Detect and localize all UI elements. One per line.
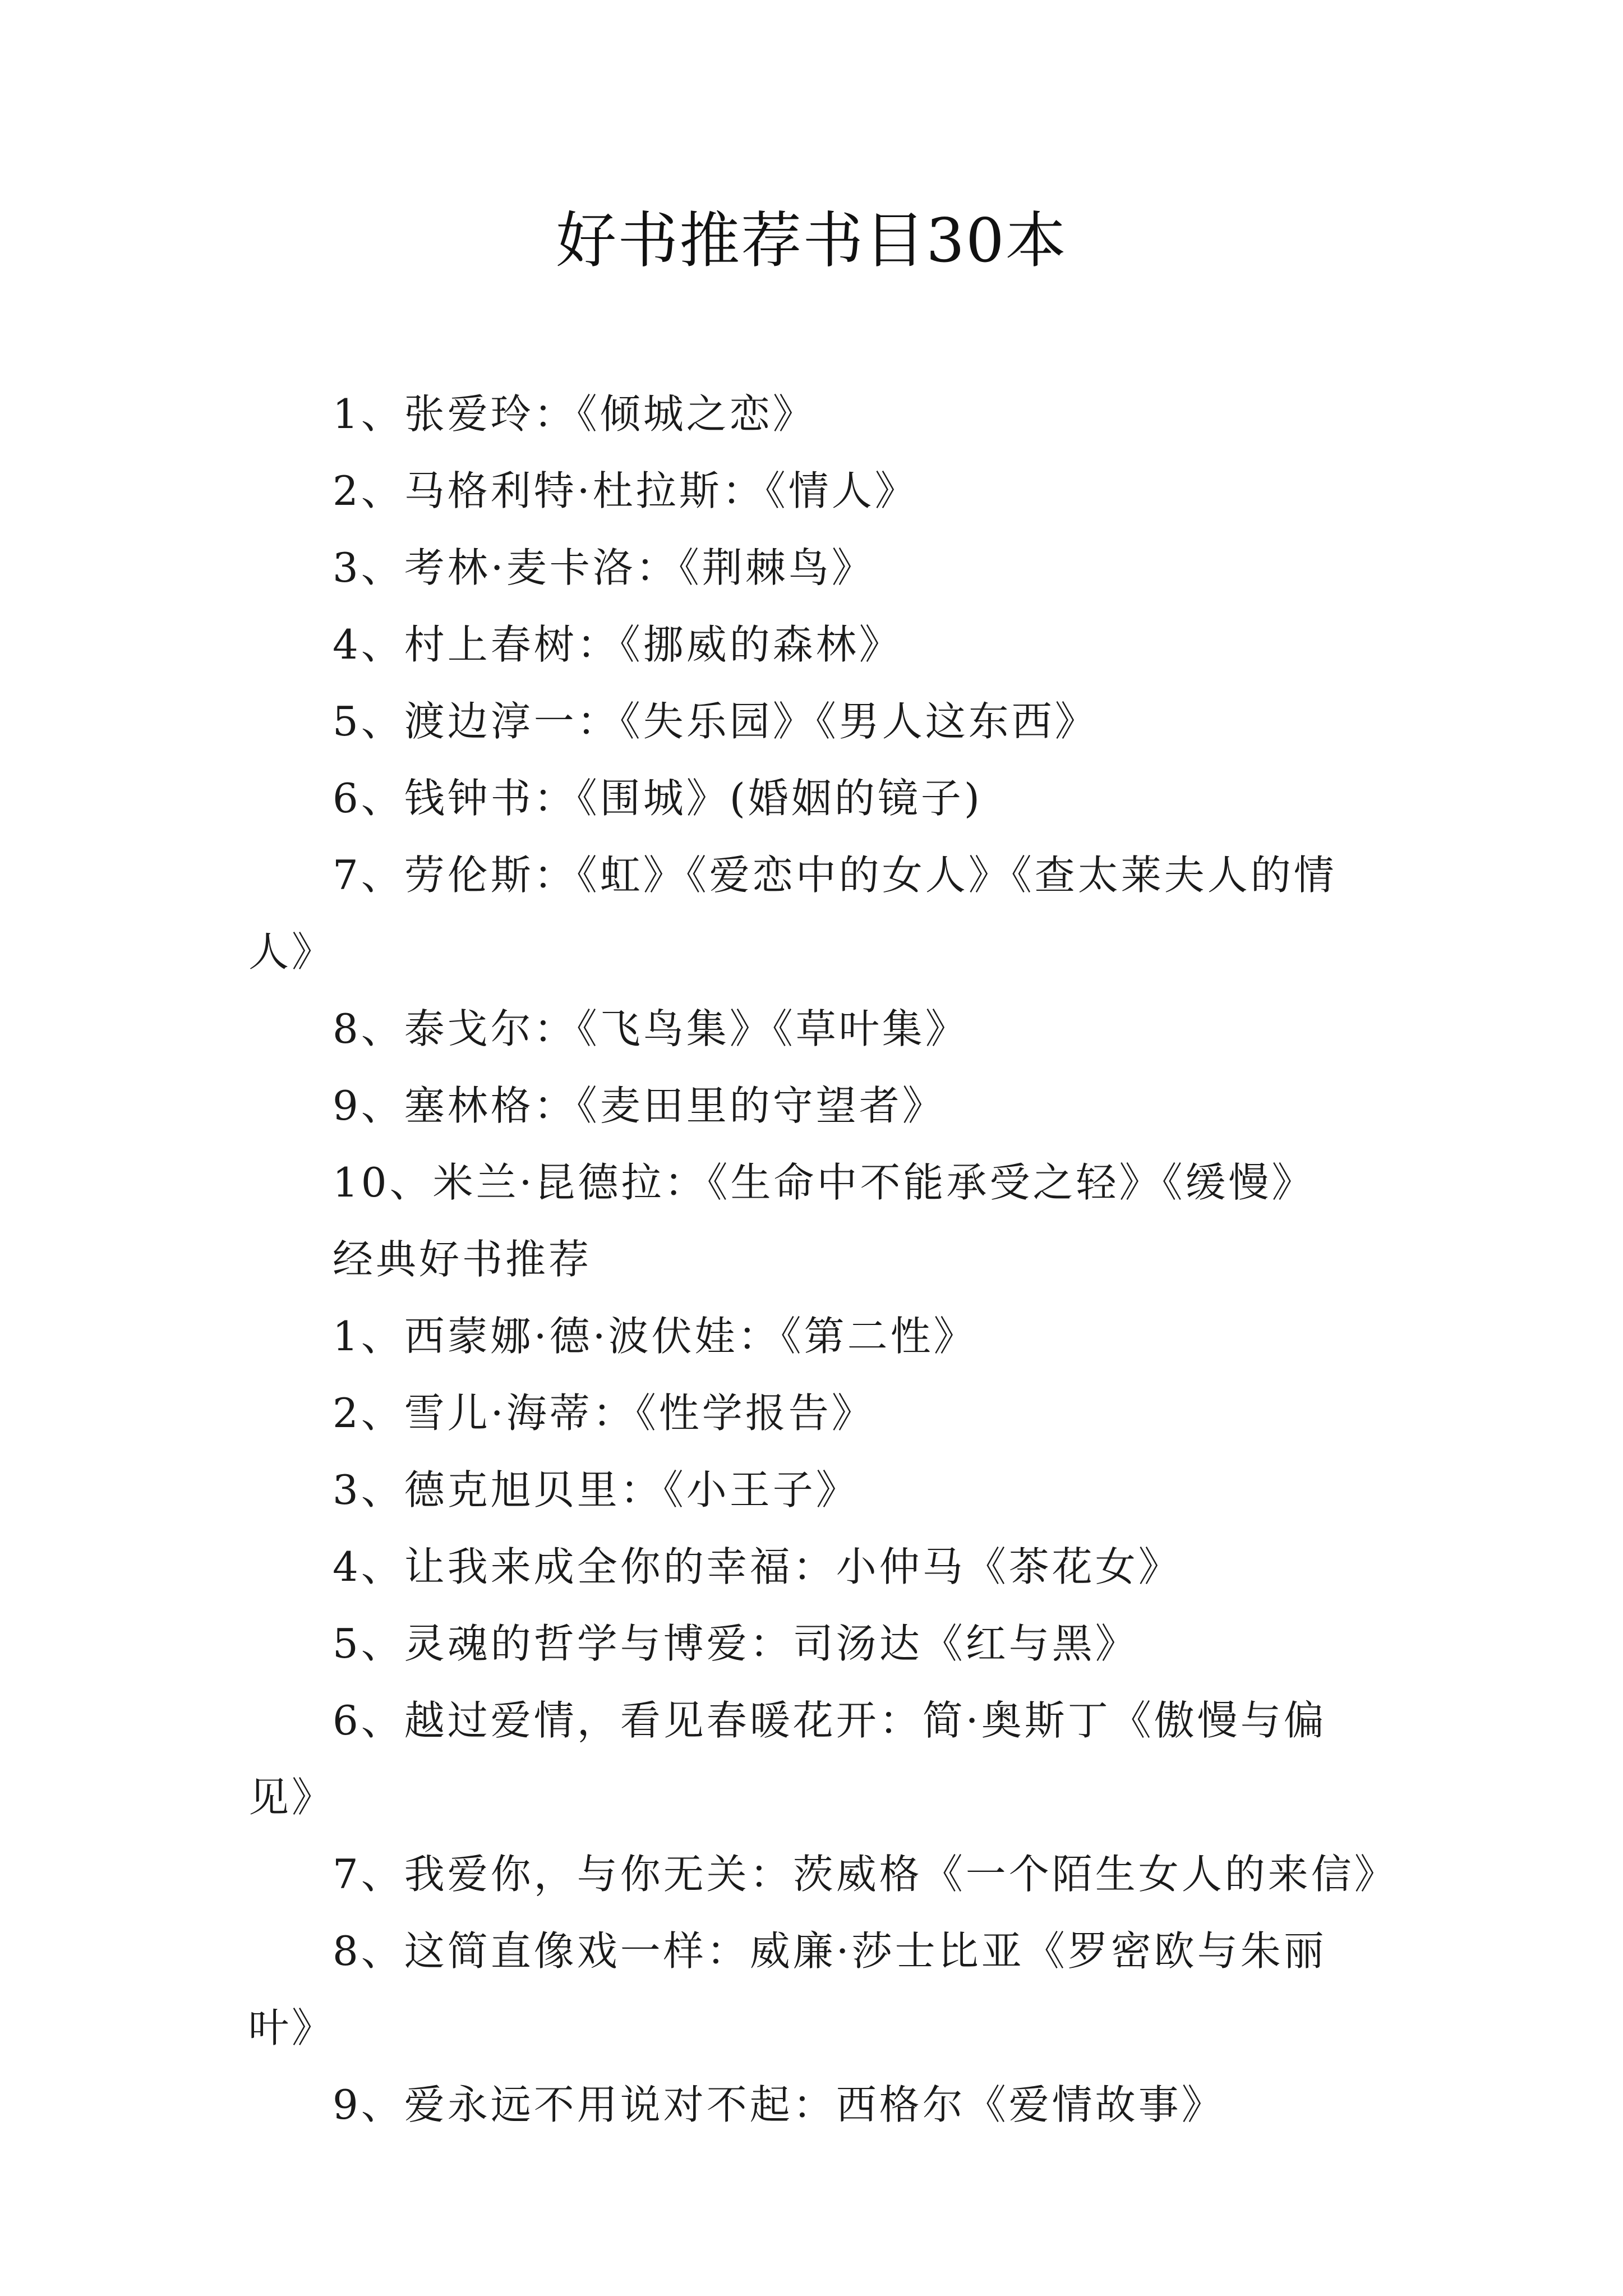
list-item: 9、塞林格：《麦田里的守望者》 — [333, 1082, 946, 1129]
list-item: 3、德克旭贝里：《小王子》 — [333, 1466, 859, 1513]
list-item: 8、泰戈尔：《飞鸟集》《草叶集》 — [333, 1005, 969, 1052]
section-heading: 经典好书推荐 — [333, 1236, 592, 1283]
list-item: 2、马格利特·杜拉斯：《情人》 — [333, 467, 918, 514]
list-item: 6、越过爱情，看见春暖花开：简·奥斯丁《傲慢与偏见》 — [248, 1697, 1327, 1821]
list-item: 4、村上春树：《挪威的森林》 — [333, 621, 902, 668]
list-item: 8、这简直像戏一样：威廉·莎士比亚《罗密欧与朱丽叶》 — [248, 1927, 1327, 2051]
document-body — [248, 376, 1398, 2143]
list-item: 1、张爱玲：《倾城之恋》 — [333, 390, 816, 438]
list-item: 7、我爱你，与你无关：茨威格《一个陌生女人的来信》 — [333, 1851, 1398, 1898]
list-item: 1、西蒙娜·德·波伏娃：《第二性》 — [333, 1313, 977, 1360]
list-item: 3、考林·麦卡洛：《荆棘鸟》 — [333, 544, 875, 591]
document-title: 好书推荐书目30本 — [556, 206, 1067, 276]
list-item: 10、米兰·昆德拉：《生命中不能承受之轻》《缓慢》 — [333, 1159, 1315, 1206]
list-item: 6、钱钟书：《围城》(婚姻的镜子) — [333, 775, 983, 822]
list-item: 5、灵魂的哲学与博爱：司汤达《红与黑》 — [333, 1620, 1138, 1667]
list-item: 2、雪儿·海蒂：《性学报告》 — [333, 1389, 875, 1437]
list-item: 9、爱永远不用说对不起：西格尔《爱情故事》 — [333, 2081, 1225, 2128]
list-item: 5、渡边淳一：《失乐园》《男人这东西》 — [333, 698, 1098, 745]
list-item: 7、劳伦斯：《虹》《爱恋中的女人》《查太莱夫人的情人》 — [248, 852, 1337, 976]
list-item: 4、让我来成全你的幸福：小仲马《茶花女》 — [333, 1543, 1182, 1590]
